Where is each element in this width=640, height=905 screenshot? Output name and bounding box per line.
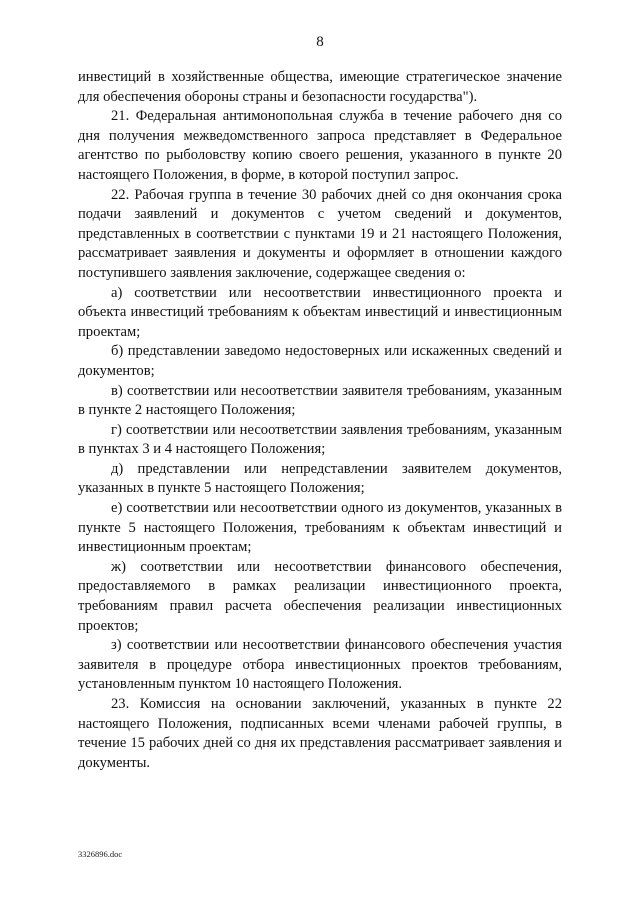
paragraph-23: 23. Комиссия на основании заключений, указанных в пункте 22 настоящего Положения, подписанных всеми членами рабочей группы, в течение 15 рабочих дней со дня их представления рассматривает заявления и документы. [78, 696, 562, 771]
list-item-d: д) представлении или непредставлении заявителем документов, указанных в пункте 5 настоящего Положения; [78, 460, 562, 497]
list-item-v: в) соответствии или несоответствии заявителя требованиям, указанным в пункте 2 настоящего Положения; [78, 382, 562, 419]
list-item-g: г) соответствии или несоответствии заявления требованиям, указанным в пунктах 3 и 4 настоящего Положения; [78, 421, 562, 458]
paragraph-continuation: инвестиций в хозяйственные общества, имеющие стратегическое значение для обеспечения обороны страны и безопасности государства"). [78, 69, 562, 105]
paragraph-21: 21. Федеральная антимонопольная служба в течение рабочего дня со дня получения межведомственного запроса представляет в Федеральное агентство по рыболовству копию своего решения, указанного в пункте 20 настоящего Положения, в форме, в которой поступил запрос. [78, 108, 562, 183]
list-item-b: б) представлении заведомо недостоверных или искаженных сведений и документов; [78, 343, 562, 379]
paragraph-22: 22. Рабочая группа в течение 30 рабочих дней со дня окончания срока подачи заявлений и документов с учетом сведений и документов, представленных в соответствии с пунктами 19 и 21 настоящего Положения, рассматривает заявления и документы и оформляет в отношении каждого поступившего заявления заключение, содержащее сведения о: [78, 186, 562, 281]
list-item-z: з) соответствии или несоответствии финансового обеспечения участия заявителя в процедуре отбора инвестиционных проектов требованиям, установленным пунктом 10 настоящего Положения. [78, 637, 562, 693]
page-number: 8 [316, 34, 324, 50]
footer-document-code: 3326896.doc [78, 849, 123, 859]
list-item-zh: ж) соответствии или несоответствии финансового обеспечения, предоставляемого в рамках реализации инвестиционного проекта, требованиям правил расчета обеспечения реализации инвестиционных проектов; [78, 558, 562, 634]
document-body [78, 68, 562, 773]
list-item-e: е) соответствии или несоответствии одного из документов, указанных в пункте 5 настоящего Положения, требованиям к объектам инвестиций и инвестиционным проектам; [78, 500, 562, 556]
list-item-a: а) соответствии или несоответствии инвестиционного проекта и объекта инвестиций требованиям к объектам инвестиций и инвестиционным проектам; [78, 284, 562, 340]
